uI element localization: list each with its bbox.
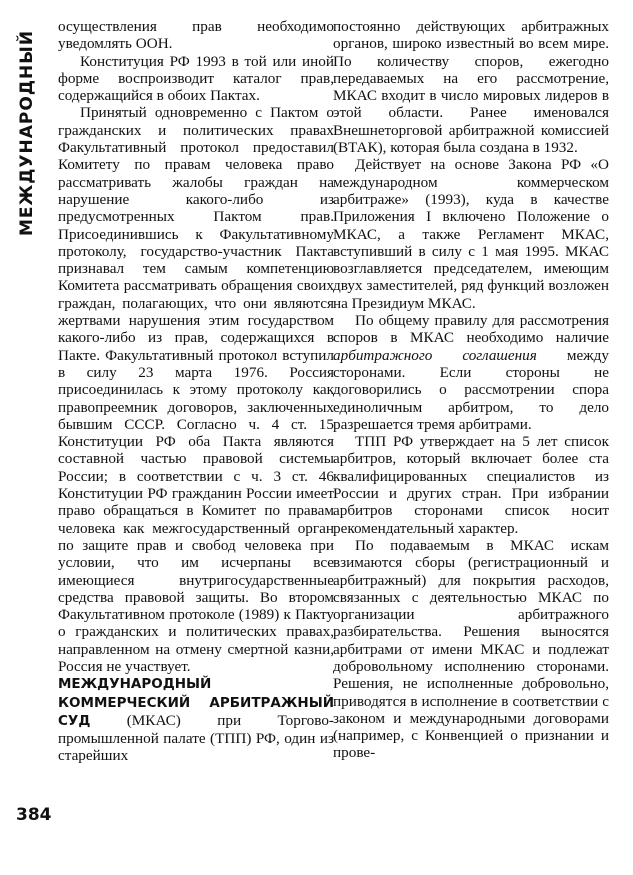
paragraph: По подаваемым в МКАС искам взимаются сборы (регистрационный и арбитражный) для покрытия расходов, связанных с деятельностью МКАС по организации арбитражного разбирательства. Решения выносятся арбитрами от имени МКАС и подлежат добровольному исполнению сторонами. Решения, не исполненные добровольно, приводятся в исполнение в соответствии с законом и международными договорами (например, с Конвенцией о признании и прове- [333,536,609,762]
entry-paragraph [58,675,334,764]
paragraph-text: между сторонами. Если стороны не договорились о рассмотрении спора единоличным арбитром, то дело разрешается тремя арбитрами. [333,346,609,433]
paragraph: ТПП РФ утверждает на 5 лет список арбитров, который включает более ста квалифицированных специалистов из России и других стран. При избрании арбитров сторонами список носит рекомендательный характер. [333,433,609,537]
running-header-text: МЕЖДУНАРОДНЫЙ [17,29,37,237]
right-column [333,18,609,854]
paragraph: постоянно действующих арбитражных органов, широко известный во всем мире. По количеству споров, ежегодно передаваемых на его рассмотрение, МКАС входит в число мировых лидеров в этой области. Ранее именовался Внешнеторговой арбитражной комиссией (ВТАК), которая была создана в 1932. [333,18,609,157]
page-number: 384 [16,805,52,825]
paragraph: Принятый одновременно с Пактом о гражданских и политических правах Факультативный протокол предоставил Комитету по правам человека право рассматривать жалобы граждан на нарушение какого-либо из предусмотренных Пактом прав. Присоединившись к Факультативному протоколу, государство-участник Пакта признавал тем самым компетенцию Комитета рассматривать обращения своих граждан, полагающих, что они являются жертвами нарушения этим государством какого-либо из прав, содержащихся в Пакте. Факультативный протокол вступил в силу 23 марта 1976. Россия присоединилась к этому протоколу как правопреемник договоров, заключенных бывшим СССР. Согласно ч. 4 ст. 15 Конституции РФ оба Пакта являются составной частью правовой системы России; в соответствии с ч. 3 ст. 46 Конституции РФ гражданин России имеет право обращаться в Комитет по правам человека как межгосударственный орган по защите прав и свобод человека при условии, что им исчерпаны все имеющиеся внутригосударственные средства правовой защиты. Во втором Факультативном протоколе (1989) к Пакту о гражданских и политических правах, направленном на отмену смертной казни, Россия не участвует. [58,104,334,675]
italic-term: арбитражного соглашения [333,346,537,364]
entry-heading: МЕЖДУНАРОДНЫЙ КОММЕРЧЕСКИЙ АРБИТРАЖНЫЙ СУД [58,676,334,729]
paragraph: осуществления прав необходимо уведомлять ООН. [58,18,334,53]
paragraph [333,312,609,433]
paragraph: Конституция РФ 1993 в той или иной форме воспроизводит каталог прав, содержащийся в обоих Пактах. [58,52,334,105]
paragraph: Действует на основе Закона РФ «О международном коммерческом арбитраже» (1993), куда в качестве Приложения I включено Положение о МКАС, а также Регламент МКАС, вступивший в силу с 1 мая 1995. МКАС возглавляется председателем, имеющим двух заместителей, ряд функций возложен на Президиум МКАС. [333,156,609,312]
running-header [10,18,44,248]
entry-text: (МКАС) при Торгово-промышленной палате (ТПП) РФ, один из старейших [58,711,334,765]
left-column [58,18,334,854]
paragraph-text: По общему правилу для рассмотрения споров в МКАС необходимо наличие [333,312,609,347]
